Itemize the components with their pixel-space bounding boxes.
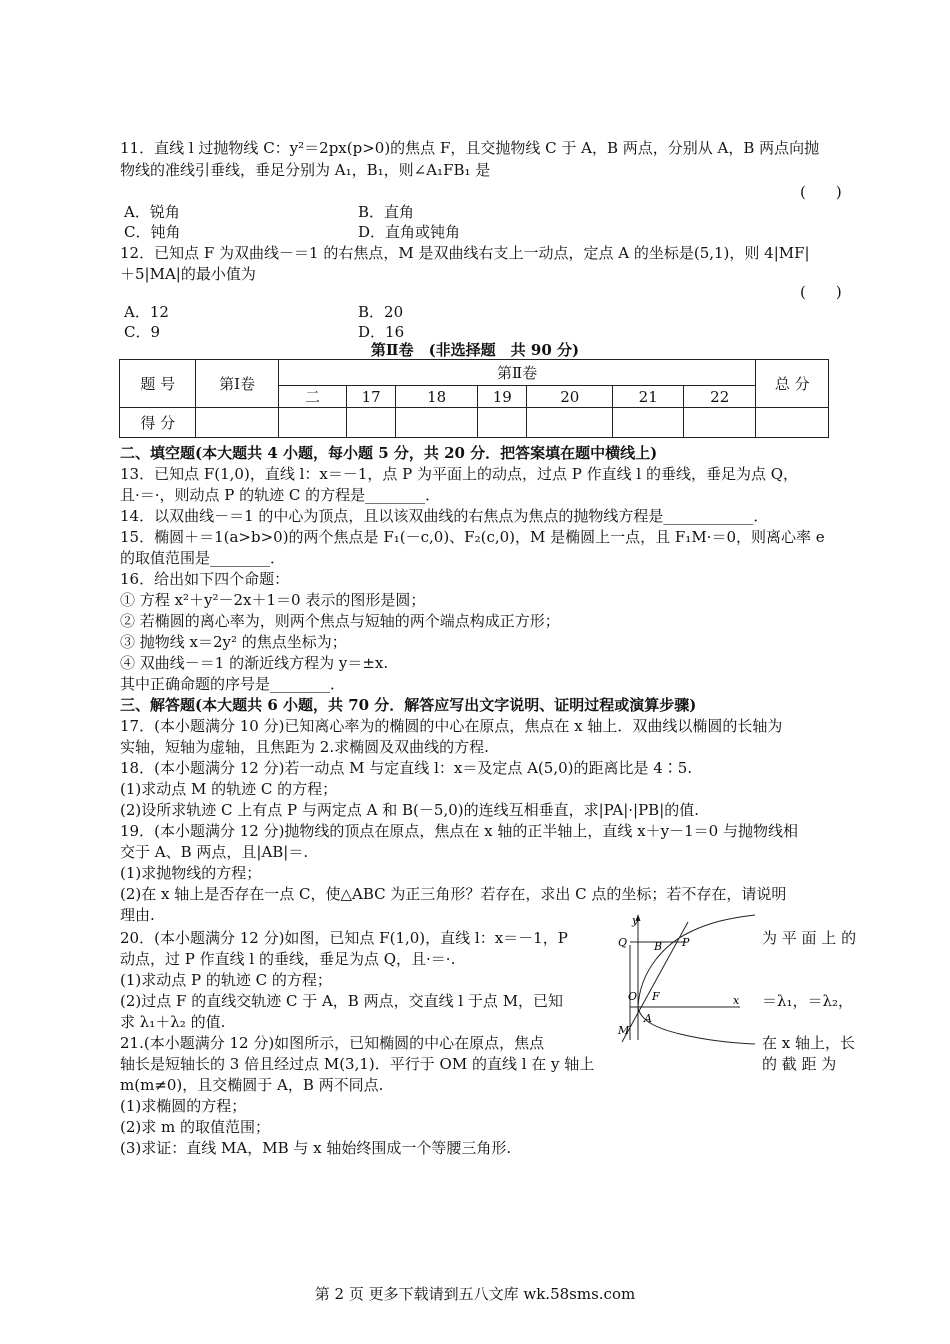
q12-option-c: C．9 <box>124 323 161 341</box>
part2-title: 第Ⅱ卷 (非选择题 共 90 分) <box>370 341 580 359</box>
q21-part2: (2)求 m 的取值范围； <box>120 1118 271 1136</box>
score-cell <box>683 408 756 438</box>
col-22: 22 <box>683 386 756 408</box>
label-p: P <box>682 936 690 949</box>
q21-part3: (3)求证：直线 MA，MB 与 x 轴始终围成一个等腰三角形. <box>120 1139 512 1157</box>
col-17: 17 <box>347 386 396 408</box>
score-cell <box>395 408 477 438</box>
q16-item-2: ② 若椭圆的离心率为，则两个焦点与短轴的两个端点构成正方形； <box>120 612 560 630</box>
label-o: O <box>628 990 638 1003</box>
q19-line2: 交于 A、B 两点，且|AB|＝. <box>120 843 309 861</box>
q12-line2: ＋5|MA|的最小值为 <box>120 265 256 283</box>
q16-item-3: ③ 抛物线 x＝2y² 的焦点坐标为； <box>120 633 347 651</box>
q21-line2-left: 轴长是短轴长的 3 倍且经过点 M(3,1)．平行于 OM 的直线 l 在 y 轴上 <box>120 1055 595 1073</box>
q15-line1: 15．椭圆＋＝1(a>b>0)的两个焦点是 F₁(－c,0)、F₂(c,0)，M 是椭圆上一点，且 F₁M·＝0，则离心率 e <box>120 528 825 546</box>
q21-line1-right: 在 x 轴上，长 <box>762 1034 855 1052</box>
col-18: 18 <box>395 386 477 408</box>
col-total: 总 分 <box>756 360 829 408</box>
page-footer: 第 2 页 更多下载请到五八文库 wk.58sms.com <box>314 1285 636 1303</box>
score-cell <box>613 408 684 438</box>
q17-line1: 17．(本小题满分 10 分)已知离心率为的椭圆的中心在原点，焦点在 x 轴上．双曲线以椭圆的长轴为 <box>120 717 783 735</box>
q11-option-b: B．直角 <box>358 203 415 221</box>
q12-option-b: B．20 <box>358 303 404 321</box>
q21-line1-left: 21.(本小题满分 12 分)如图所示，已知椭圆的中心在原点，焦点 <box>120 1034 545 1052</box>
q12-option-a: A．12 <box>124 303 169 321</box>
q13-line1: 13．已知点 F(1,0)，直线 l：x＝－1，点 P 为平面上的动点，过点 P 作直线 l 的垂线，垂足为点 Q， <box>120 465 799 483</box>
q20-part1: (1)求动点 P 的轨迹 C 的方程； <box>120 971 332 989</box>
q12-line1: 12．已知点 F 为双曲线－＝1 的右焦点，M 是双曲线右支上一动点，定点 A 的坐标是(5,1)，则 4|MF| <box>120 244 810 262</box>
col-21: 21 <box>613 386 684 408</box>
score-cell <box>527 408 613 438</box>
col-section2: 二 <box>278 386 346 408</box>
label-x: x <box>733 994 740 1007</box>
q11-option-a: A．锐角 <box>124 203 180 221</box>
q12-option-d: D．16 <box>358 323 405 341</box>
q21-part1: (1)求椭圆的方程； <box>120 1097 247 1115</box>
label-y: y <box>632 914 639 927</box>
q19-part2-line2: 理由. <box>120 906 155 924</box>
score-cell <box>347 408 396 438</box>
q11-line2: 物线的准线引垂线，垂足分别为 A₁，B₁，则∠A₁FB₁ 是 <box>120 161 491 179</box>
q11-line1: 11．直线 l 过抛物线 C：y²＝2px(p>0)的焦点 F，且交抛物线 C 于 A，B 两点，分别从 A，B 两点向抛 <box>120 139 820 157</box>
q17-line2: 实轴，短轴为虚轴，且焦距为 2.求椭圆及双曲线的方程. <box>120 738 489 756</box>
score-cell <box>756 408 829 438</box>
q21-line2-right: 的 截 距 为 <box>762 1055 837 1073</box>
q19-line1: 19．(本小题满分 12 分)抛物线的顶点在原点，焦点在 x 轴的正半轴上，直线 x＋y－1＝0 与抛物线相 <box>120 822 798 840</box>
q20-line2: 动点，过 P 作直线 l 的垂线，垂足为点 Q，且·＝·. <box>120 950 456 968</box>
section2-heading: 二、填空题(本大题共 4 小题，每小题 5 分，共 20 分．把答案填在题中横线上) <box>120 444 658 462</box>
q18-line1: 18．(本小题满分 12 分)若一动点 M 与定直线 l：x＝及定点 A(5,0)的距离比是 4∶5. <box>120 759 693 777</box>
label-m: M <box>618 1024 630 1037</box>
q19-part1: (1)求抛物线的方程； <box>120 864 262 882</box>
q13-line2: 且·＝·，则动点 P 的轨迹 C 的方程是________． <box>120 486 441 504</box>
parabola-figure <box>610 910 760 1045</box>
q20-line1-left: 20．(本小题满分 12 分)如图，已知点 F(1,0)，直线 l：x＝－1，P <box>120 929 568 947</box>
q20-part2-left: (2)过点 F 的直线交轨迹 C 于 A，B 两点，交直线 l 于点 M，已知 <box>120 992 564 1010</box>
q16-stem: 16．给出如下四个命题： <box>120 570 290 588</box>
section3-heading: 三、解答题(本大题共 6 小题，共 70 分．解答应写出文字说明、证明过程或演算步骤) <box>120 696 697 714</box>
row-label-score: 得 分 <box>120 408 196 438</box>
q18-part1: (1)求动点 M 的轨迹 C 的方程； <box>120 780 338 798</box>
score-cell <box>478 408 527 438</box>
q11-option-c: C．钝角 <box>124 223 181 241</box>
row-label-number: 题 号 <box>120 360 196 408</box>
col-part2: 第Ⅱ卷 <box>278 360 756 386</box>
q12-answer-paren: ( ) <box>800 283 842 301</box>
q15-line2: 的取值范围是________． <box>120 549 286 567</box>
col-20: 20 <box>527 386 613 408</box>
q20-part2-tail: 求 λ₁＋λ₂ 的值. <box>120 1013 226 1031</box>
q16-item-4: ④ 双曲线－＝1 的渐近线方程为 y＝±x. <box>120 654 389 672</box>
parabola-figure-svg <box>610 910 760 1045</box>
label-b: B <box>654 940 663 953</box>
parabola-lower <box>638 1007 755 1044</box>
q11-answer-paren: ( ) <box>800 183 842 201</box>
q20-part2-right: ＝λ₁，＝λ₂， <box>762 992 854 1010</box>
col-19: 19 <box>478 386 527 408</box>
col-part1: 第Ⅰ卷 <box>196 360 278 408</box>
q19-part2-line1: (2)在 x 轴上是否存在一点 C，使△ABC 为正三角形？若存在，求出 C 点的坐标；若不存在，请说明 <box>120 885 787 903</box>
label-q: Q <box>618 936 628 949</box>
q20-line1-right: 为 平 面 上 的 <box>762 929 857 947</box>
score-cell <box>278 408 346 438</box>
q16-tail: 其中正确命题的序号是________． <box>120 675 346 693</box>
q18-part2: (2)设所求轨迹 C 上有点 P 与两定点 A 和 B(－5,0)的连线互相垂直，求|PA|·|PB|的值. <box>120 801 700 819</box>
score-cell <box>196 408 278 438</box>
score-table <box>119 359 829 438</box>
q21-line3: m(m≠0)，且交椭圆于 A，B 两不同点. <box>120 1076 384 1094</box>
label-f: F <box>652 990 660 1003</box>
label-a: A <box>644 1012 652 1025</box>
q14: 14．以双曲线－＝1 的中心为顶点，且以该双曲线的右焦点为焦点的抛物线方程是____________． <box>120 507 769 525</box>
q16-item-1: ① 方程 x²＋y²－2x＋1＝0 表示的图形是圆； <box>120 591 426 609</box>
q11-option-d: D．直角或钝角 <box>358 223 461 241</box>
